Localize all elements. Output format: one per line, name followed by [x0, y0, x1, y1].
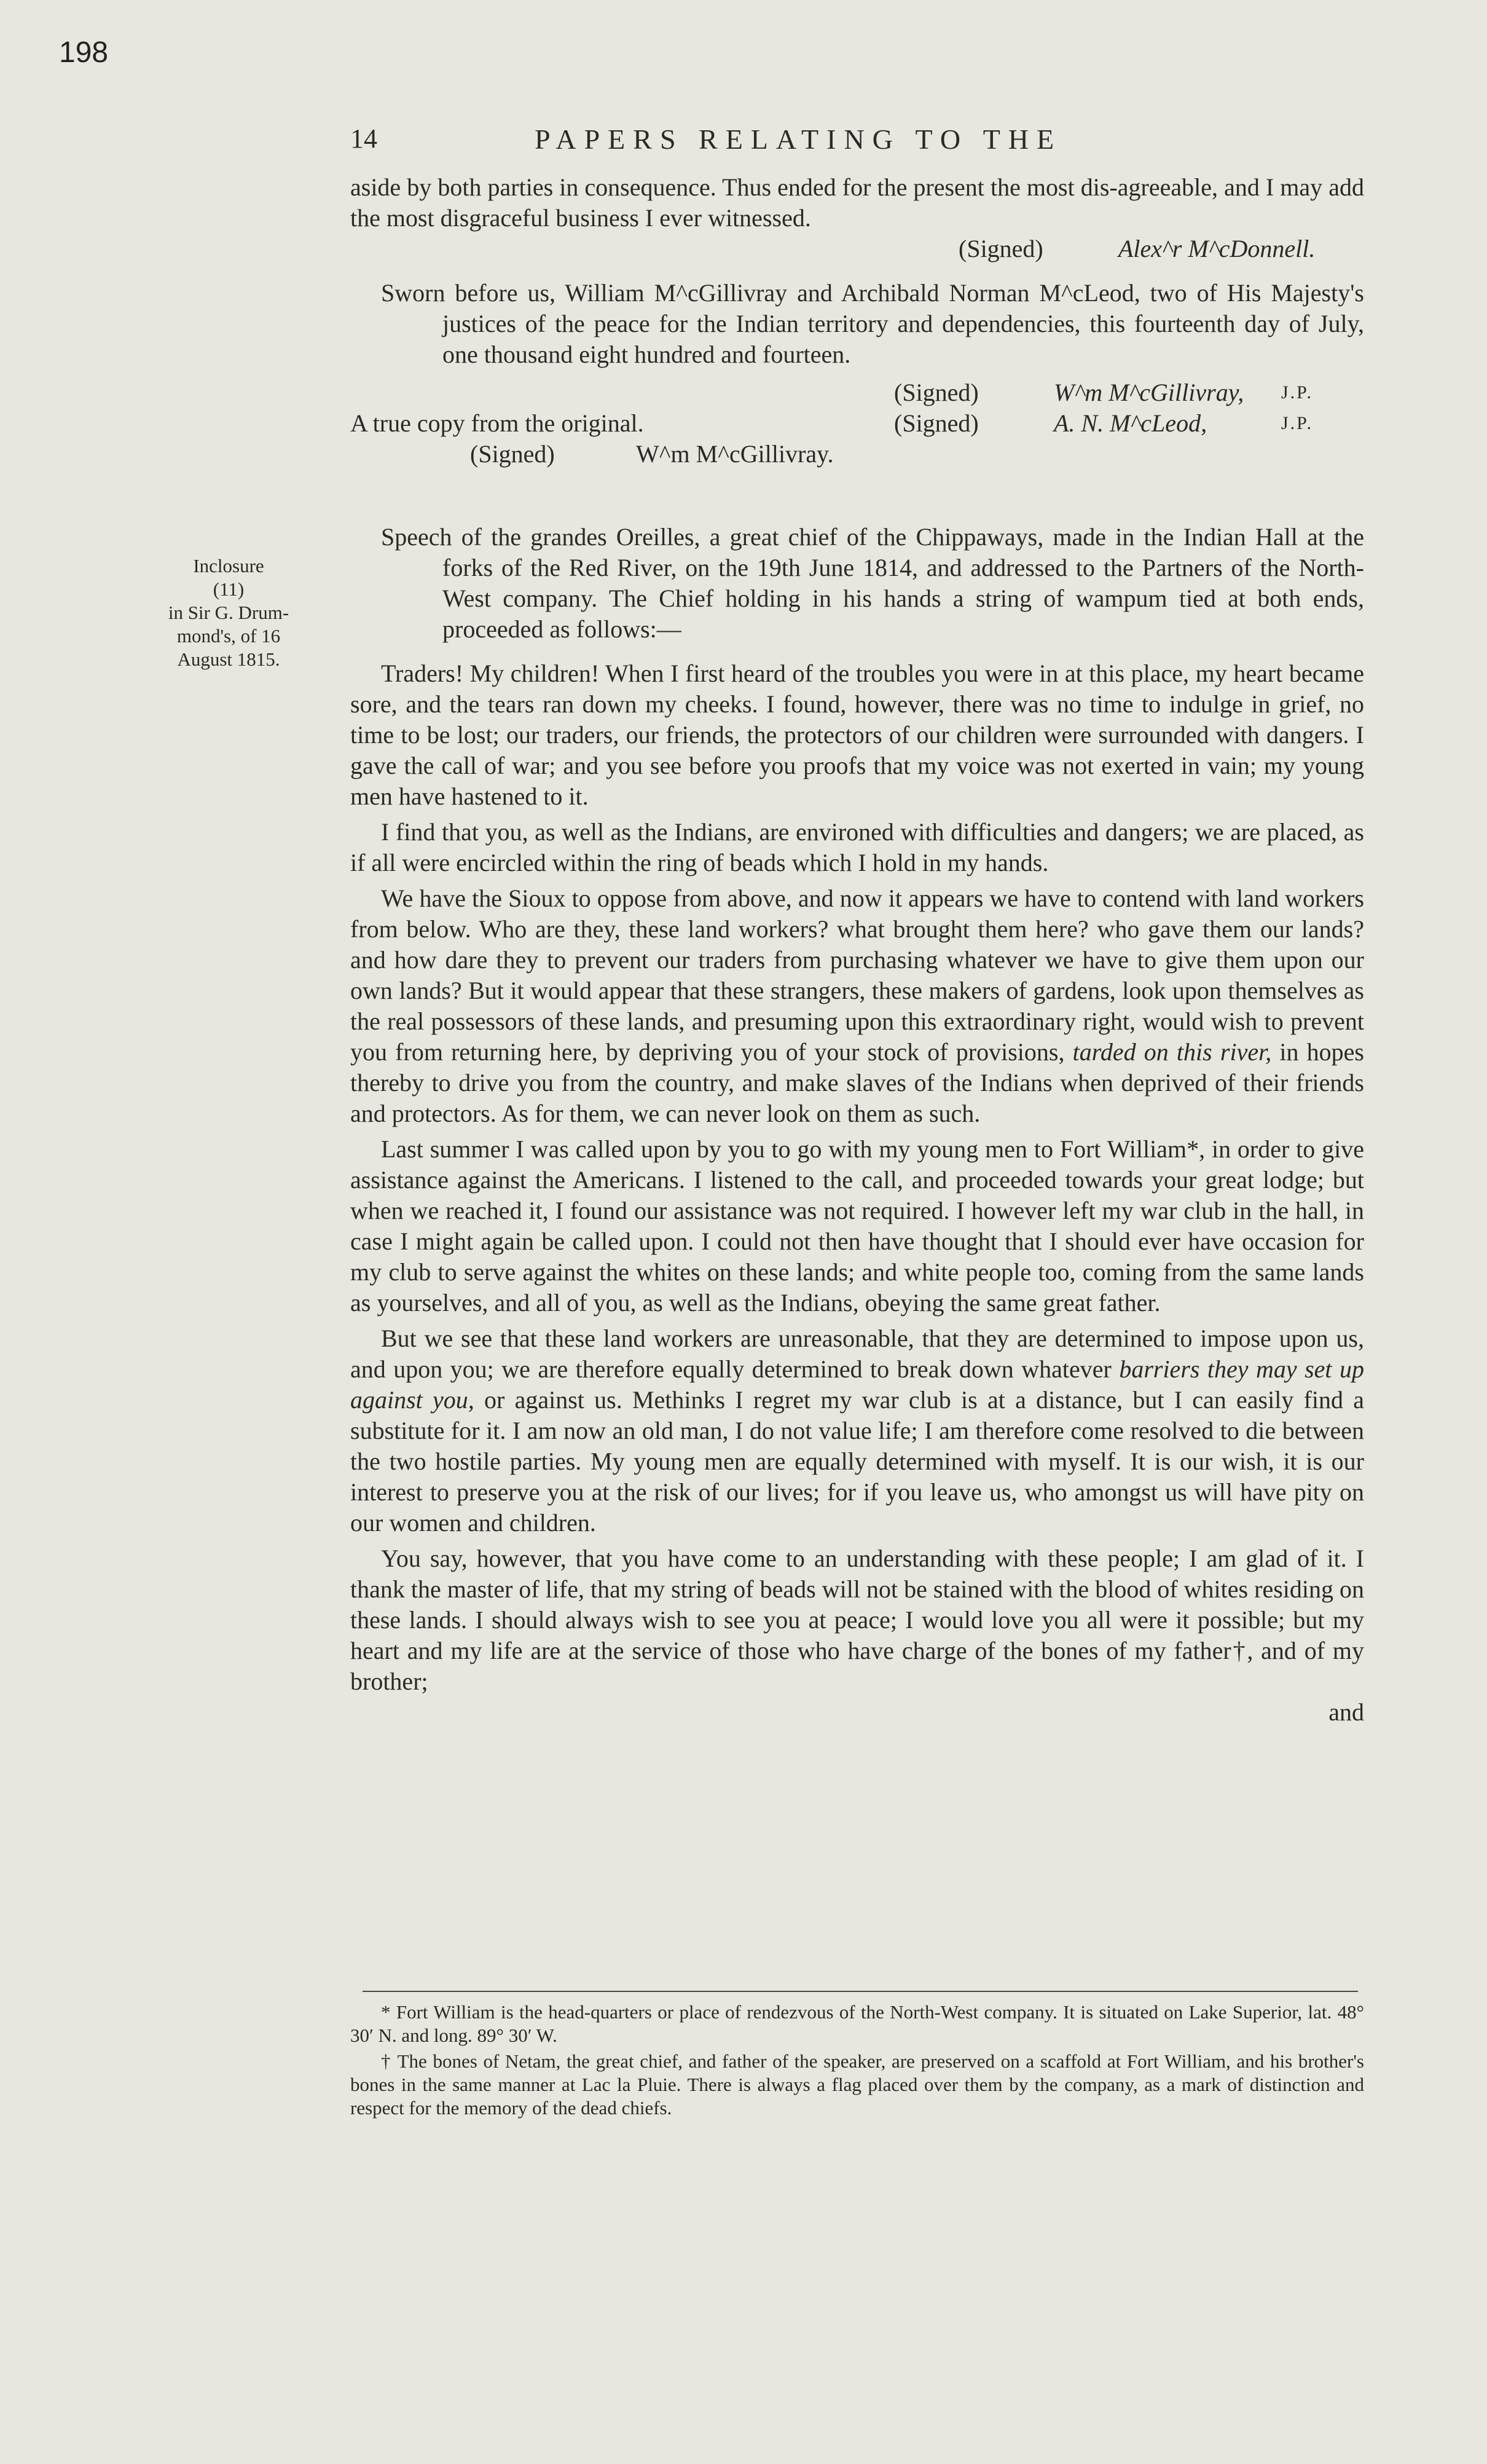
signed-label: (Signed) — [470, 440, 555, 468]
speech-paragraph: You say, however, that you have come to an understanding with these people; I am glad of it. I thank the master of life, that my string of beads will not be stained with the blood of whites residing on these lands. I should always wish to see you at peace; I would love you all were it possible; but my heart and my life are at the service of those who have charge of the bones of my father†, and of my brother; — [350, 1545, 1364, 1695]
body-text — [350, 172, 1364, 1728]
scan-page-number: 198 — [59, 36, 109, 69]
sworn-paragraph: Sworn before us, William M^cGillivray and Archibald Norman M^cLeod, two of His Majesty's justices of the peace for the Indian territory and dependencies, this fourteenth day of July, one thousand eight hundred and fourteen. — [381, 279, 1364, 368]
speech-paragraph: Traders! My children! When I first heard of the troubles you were in at this place, my heart became sore, and the tears ran down my cheeks. I found, however, there was no time to indulge in grief, no time to be lost; our traders, our friends, the protectors of our children were surrounded with dangers. I gave the call of war; and you see before you proofs that my voice was not exerted in vain; my young men have hastened to it. — [350, 659, 1364, 810]
speech-paragraph — [350, 883, 1364, 1129]
justice-name: A. N. M^cLeod, — [1054, 409, 1207, 437]
signatory-name: Alex^r M^cDonnell. — [1118, 235, 1316, 262]
footnote: † The bones of Netam, the great chief, and father of the speaker, are preserved on a scaffold at Fort William, and his brother's bones in the same manner at Lac la Pluie. There is always a flag placed over them by the company, as a mark of distinction and respect for the memory of the dead chiefs. — [350, 2050, 1364, 2119]
true-copy-note: A true copy from the original. — [350, 409, 644, 437]
catchword: and — [1328, 1698, 1364, 1726]
margin-note — [136, 554, 321, 671]
opening-paragraph: aside by both parties in consequence. Thus ended for the present the most dis-agreeable, and I may add the most disgraceful business I ever witnessed. — [350, 173, 1364, 232]
signed-label: (Signed) — [894, 379, 979, 406]
paragraph-text: or against us. Methinks I regret my war club is at a distance, but I can easily find a substitute for it. I am now an old man, I do not value life; I am therefore come resolved to die between the two hostile parties. My young men are equally determined with myself. It is our wish, it is our interest to preserve you at the risk of our lives; for if you leave us, who amongst us will have pity on our women and children. — [350, 1386, 1365, 1537]
paragraph-text: We have the Sioux to oppose from above, and now it appears we have to contend with land workers from below. Who are they, these land workers? what brought them here? who gave them our lands? and how dare they to prevent our traders from purchasing whatever we have to give them upon our own lands? But it would appear that these strangers, these makers of gardens, look upon themselves as the real possessors of these lands, and presuming upon this extraordinary right, would wish to prevent you from returning here, by depriving you of your stock of provisions, — [350, 884, 1364, 1066]
signed-label: (Signed) — [959, 235, 1043, 262]
running-head — [350, 123, 1364, 166]
justice-signature-2 — [350, 408, 1364, 439]
signed-label: (Signed) — [894, 409, 979, 437]
jp-label: J.P. — [1281, 382, 1314, 403]
opening-signature — [350, 234, 1364, 264]
paragraph-text: in hopes thereby to drive you from the country, and make slaves of the Indians when deprived of their friends and protectors. As for them, we can never look on them as such. — [350, 1038, 1364, 1127]
copy-signature — [350, 439, 1364, 470]
margin-note-line: August 1815. — [177, 648, 280, 670]
folio: 14 — [350, 124, 377, 154]
running-head-title: PAPERS RELATING TO THE — [535, 124, 1062, 155]
justice-name: W^m M^cGillivray, — [1054, 379, 1244, 406]
speech-heading: Speech of the grandes Oreilles, a great chief of the Chippaways, made in the Indian Hall at the forks of the Red River, on the 19th June 1814, and addressed to the Partners of the North-West company. The Chief holding in his hands a string of wampum tied at both ends, proceeded as follows:— — [381, 523, 1364, 643]
speech-paragraph: I find that you, as well as the Indians, are environed with difficulties and dangers; we are placed, as if all were encircled within the ring of beads which I hold in my hands. — [350, 818, 1364, 876]
jp-label: J.P. — [1281, 413, 1314, 433]
paragraph-text: But we see that these land workers are unreasonable, that they are determined to impose upon us, and upon you; we are therefore equally determined to break down whatever — [350, 1324, 1364, 1383]
justice-signature-1 — [350, 377, 1364, 408]
margin-note-line: (11) — [213, 578, 245, 600]
paragraph-italic: barriers they may set up against you, — [350, 1355, 1364, 1414]
margin-note-line: Inclosure — [193, 555, 264, 577]
margin-note-line: mond's, of 16 — [176, 625, 281, 647]
speech-paragraph: Last summer I was called upon by you to go with my young men to Fort William*, in order to give assistance against the Americans. I listened to the call, and proceeded towards your great lodge; but when we reached it, I found our assistance was not required. I however left my war club in the hall, in case I might again be called upon. I could not then have thought that I should ever have occasion for my club to serve against the whites on these lands; and white people too, coming from the same lands as yourselves, and all of you, as well as the Indians, obeying the same great father. — [350, 1135, 1364, 1317]
margin-note-line: in Sir G. Drum- — [168, 602, 289, 623]
footnote-rule — [363, 1991, 1358, 1992]
footnotes — [350, 2001, 1364, 2120]
speech-paragraph — [350, 1323, 1364, 1538]
paragraph-italic: tarded on this river, — [1072, 1038, 1272, 1066]
copy-signatory-name: W^m M^cGillivray. — [636, 440, 834, 468]
footnote: * Fort William is the head-quarters or place of rendezvous of the North-West company. It is situated on Lake Superior, lat. 48° 30′ N. and long. 89° 30′ W. — [350, 2001, 1364, 2046]
